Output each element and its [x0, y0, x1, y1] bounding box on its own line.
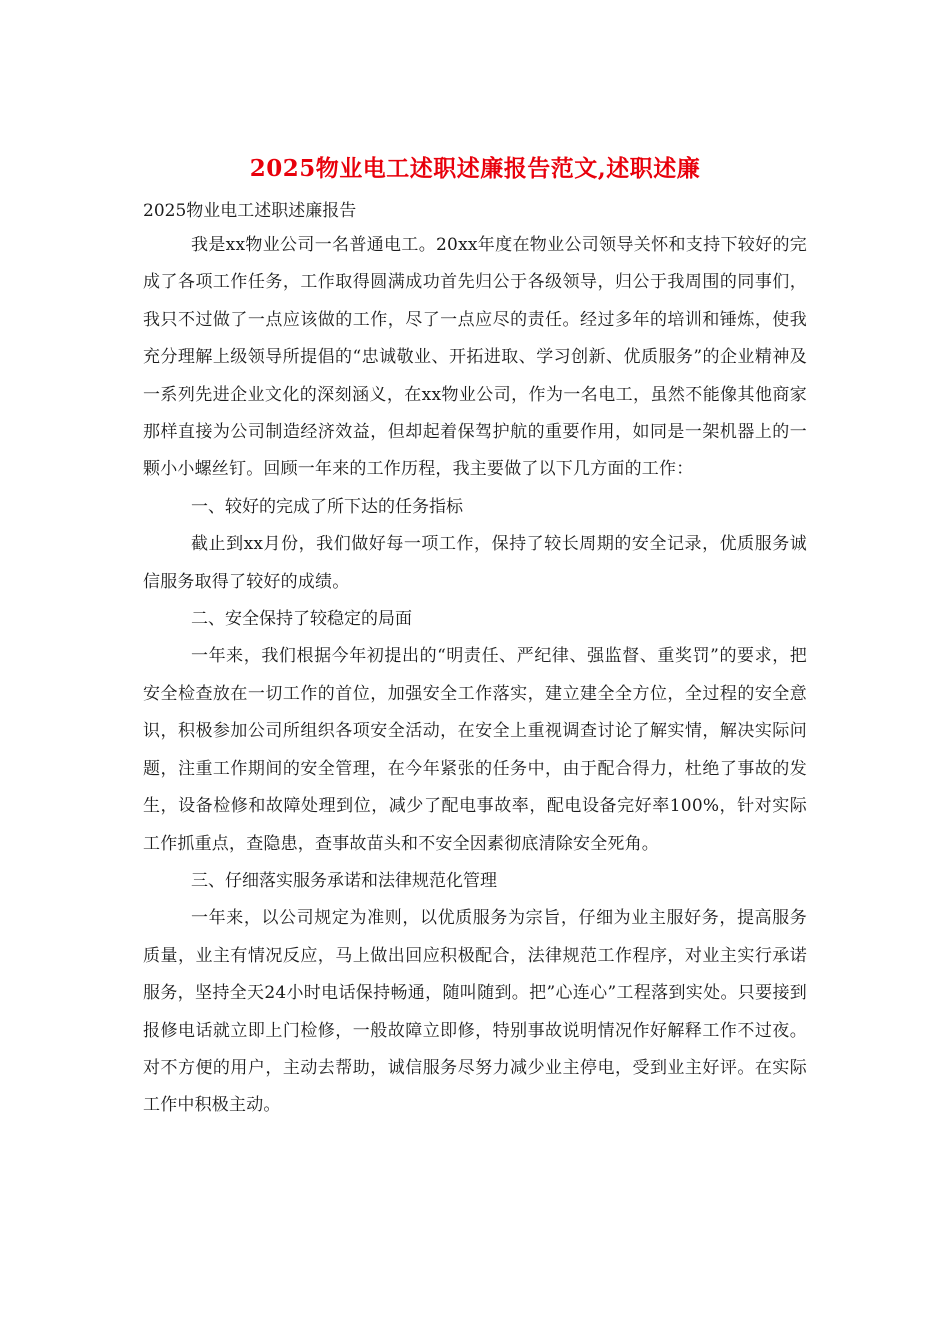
section-heading-1: 一、较好的完成了所下达的任务指标 [191, 496, 463, 517]
document-subtitle: 2025物业电工述职述廉报告 [143, 201, 357, 221]
document-title: 2025物业电工述职述廉报告范文,述职述廉 [249, 155, 701, 182]
section-3-paragraph: 一年来，以公司规定为准则，以优质服务为宗旨，仔细为业主服好务，提高服务质量，业主有情况反应，马上做出回应积极配合，法律规范工作程序，对业主实行承诺服务，坚持全天24小时电话保持畅通，随叫随到。把”心连心”工程落到实处。只要接到报修电话就立即上门检修，一般故障立即修，特别事故说明情况作好解释工作不过夜。对不方便的用户，主动去帮助，诚信服务尽努力减少业主停电，受到业主好评。在实际工作中积极主动。 [143, 908, 807, 1116]
section-2-paragraph: 一年来，我们根据今年初提出的“明责任、严纪律、强监督、重奖罚”的要求，把安全检查放在一切工作的首位，加强安全工作落实，建立建全全方位，全过程的安全意识，积极参加公司所组织各项安全活动，在安全上重视调查讨论了解实情，解决实际问题，注重工作期间的安全管理，在今年紧张的任务中，由于配合得力，杜绝了事故的发生，设备检修和故障处理到位，减少了配电事故率，配电设备完好率100%，针对实际工作抓重点，查隐患，查事故苗头和不安全因素彻底清除安全死角。 [143, 646, 807, 854]
section-heading-3: 三、仔细落实服务承诺和法律规范化管理 [191, 870, 497, 891]
section-heading-2: 二、安全保持了较稳定的局面 [191, 609, 412, 630]
section-1-paragraph: 截止到xx月份，我们做好每一项工作，保持了较长周期的安全记录，优质服务诚信服务取得了较好的成绩。 [143, 534, 807, 592]
document-body [143, 195, 807, 1125]
intro-paragraph: 我是xx物业公司一名普通电工。20xx年度在物业公司领导关怀和支持下较好的完成了各项工作任务，工作取得圆满成功首先归公于各级领导，归公于我周围的同事们，我只不过做了一点应该做的工作，尽了一点应尽的责任。经过多年的培训和锤炼，使我充分理解上级领导所提倡的“忠诚敬业、开拓进取、学习创新、优质服务”的企业精神及一系列先进企业文化的深刻涵义，在xx物业公司，作为一名电工，虽然不能像其他商家那样直接为公司制造经济效益，但却起着保驾护航的重要作用，如同是一架机器上的一颗小小螺丝钉。回顾一年来的工作历程，我主要做了以下几方面的工作： [143, 235, 807, 480]
